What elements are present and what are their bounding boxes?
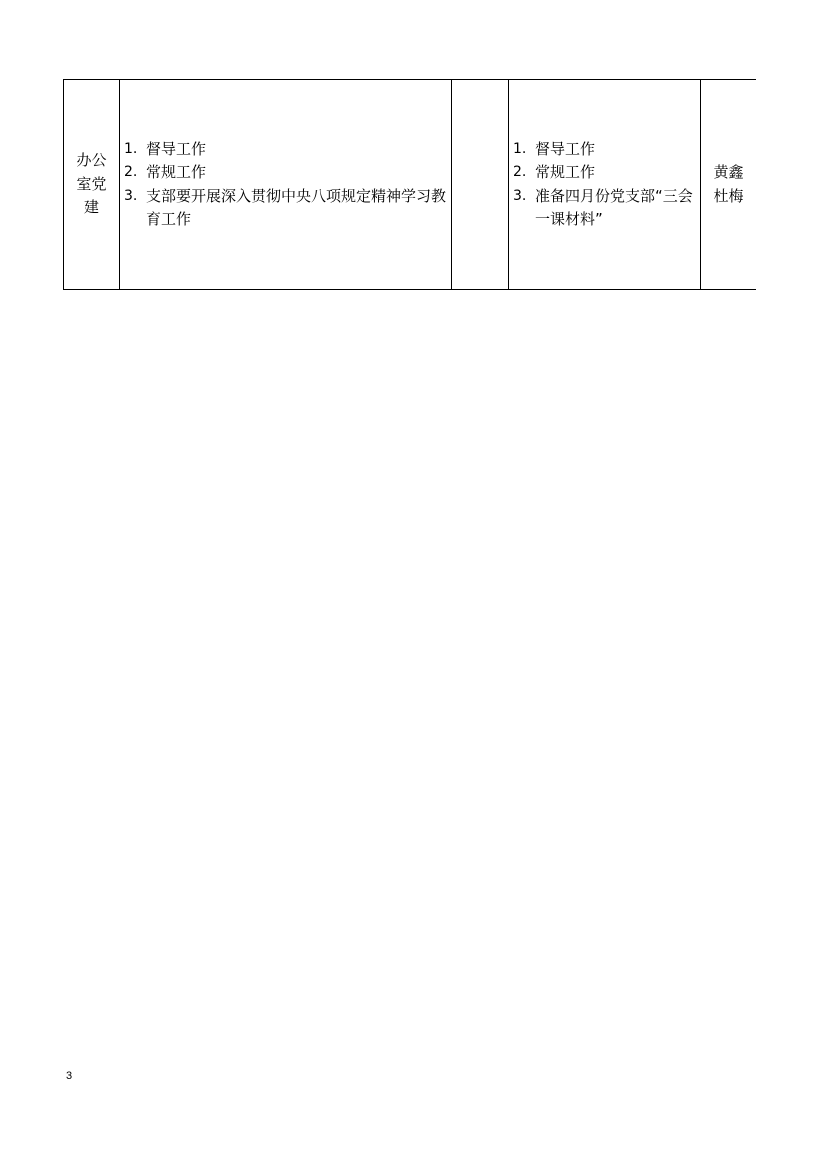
responsible-person-cell (701, 80, 757, 290)
list-item (513, 161, 696, 185)
table-row (64, 80, 757, 290)
this-week-task-list (120, 138, 451, 232)
task-text: 常规工作 (146, 163, 207, 181)
list-item (124, 161, 447, 185)
list-number: 3. (124, 187, 138, 204)
department-name: 办公室党建 (76, 151, 107, 217)
this-week-tasks-cell (120, 80, 452, 290)
list-number: 1. (513, 140, 527, 157)
task-text: 准备四月份党支部“三会一课材料” (535, 186, 693, 228)
responsible-person-name: 黄鑫杜梅 (713, 163, 744, 205)
work-plan-table (63, 79, 756, 290)
next-week-tasks-cell (509, 80, 701, 290)
list-number: 2. (513, 164, 527, 180)
list-item (513, 185, 696, 232)
task-text: 督导工作 (535, 139, 596, 158)
task-text: 支部要开展深入贯彻中央八项规定精神学习教育工作 (146, 186, 447, 228)
task-text: 常规工作 (535, 163, 596, 181)
task-text: 督导工作 (146, 139, 207, 158)
list-number: 3. (513, 187, 527, 204)
list-item (513, 138, 696, 162)
empty-cell (452, 80, 509, 290)
list-item (124, 185, 447, 232)
list-number: 2. (124, 164, 138, 180)
next-week-task-list (509, 138, 700, 232)
department-cell (64, 80, 120, 290)
list-item (124, 138, 447, 162)
list-number: 1. (124, 140, 138, 157)
page-number: 3 (66, 1070, 73, 1082)
